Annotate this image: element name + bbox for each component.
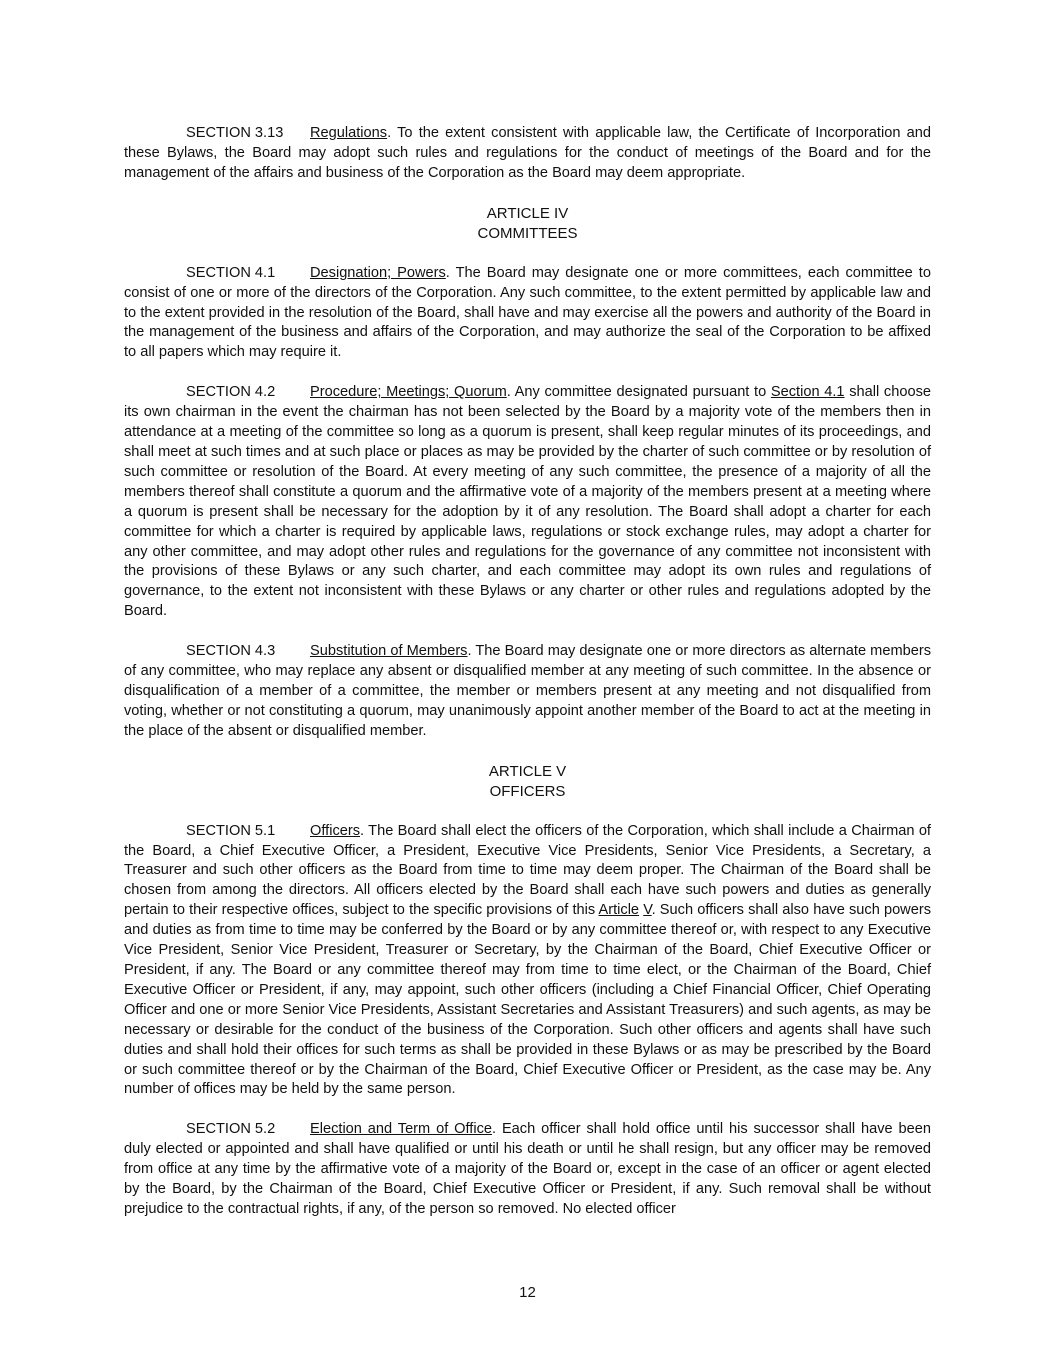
- section-number: SECTION 4.2: [186, 384, 276, 401]
- section-number: SECTION 5.2: [186, 1121, 276, 1138]
- article-label: ARTICLE V: [488, 762, 567, 780]
- section-4-2: [124, 383, 931, 622]
- section-title: Designation; Powers: [310, 264, 446, 281]
- article-title: COMMITTEES: [477, 224, 578, 242]
- section-body: . The Board may designate one or more directors as alternate members of any committee, who may replace any absent or disqualified member at any meeting of such committee. In the absence or disqualification of a member of a committee, the member or members present at any meeting and not disqualified from voting, whether or not constituting a quorum, may unanimously appoint another member of the Board to act at the meeting in the place of the absent or disqualified member.: [124, 643, 931, 739]
- section-title: Regulations: [310, 125, 388, 141]
- section-number: SECTION 5.1: [186, 822, 276, 839]
- article-reference: Article: [598, 902, 640, 919]
- section-body: . Any committee designated pursuant to: [506, 384, 771, 401]
- section-3-13: [124, 124, 931, 184]
- section-4-1: [124, 264, 931, 364]
- section-title: Election and Term of Office: [310, 1121, 492, 1138]
- article-label: ARTICLE IV: [486, 204, 569, 222]
- section-number: SECTION 4.1: [186, 264, 276, 281]
- section-number: SECTION 4.3: [186, 643, 276, 660]
- section-reference: Section 4.1: [770, 384, 845, 401]
- section-5-1: [124, 822, 931, 1101]
- section-body: . Each officer shall hold office until his successor shall have been duly elected or appointed and shall have qualified or until his death or until he shall resign, but any officer may be removed from office at any time by the affirmative vote of a majority of the Board or, except in the case of an officer or agent elected by the Board, by the Chairman of the Board, Chief Executive Officer or President, if any. Such removal shall be without prejudice to the contractual rights, if any, of the person so removed. No elected officer: [124, 1121, 931, 1217]
- section-number: SECTION 3.13: [186, 125, 284, 141]
- section-4-3: [124, 642, 931, 742]
- page-number: 12: [519, 1284, 536, 1301]
- document-page: [124, 124, 931, 1240]
- section-title: Officers: [310, 822, 361, 839]
- section-title: Procedure; Meetings; Quorum: [310, 384, 507, 401]
- section-body: . Such officers shall also have such powers and duties as from time to time may be conferred by the Board or by any committee thereof or, with respect to any Executive Vice President, Senior Vice President, Treasurer or Secretary, by the Chairman of the Board, Chief Executive Officer or President, if any. The Board or any committee thereof may from time to time elect, or the Chairman of the Board, Chief Executive Officer or President, if any, may appoint, such other officers (including a Chief Financial Officer, Chief Operating Officer and one or more Senior Vice Presidents, Assistant Secretaries and Assistant Treasurers) and such agents, as may be necessary or desirable for the conduct of the business of the Corporation. Such other officers and agents shall have such duties and shall hold their offices for such terms as shall be provided in these Bylaws or as may be prescribed by the Board or such committee thereof or by the Chairman of the Board, Chief Executive Officer or President, as the case may be. Any number of offices may be held by the same person.: [124, 902, 931, 1098]
- article-iv-heading: [124, 204, 931, 244]
- section-body: . The Board shall elect the officers of the Corporation, which shall include a Chairman of the Board, a Chief Executive Officer, a President, Executive Vice Presidents, Senior Vice Presidents, a Secretary, a Treasurer and such other officers as the Board from time to time may deem proper. The Chairman of the Board shall be chosen from among the directors. All officers elected by the Board shall each have such powers and duties as generally pertain to their respective offices, subject to the specific provisions of this: [124, 822, 931, 919]
- section-body: . The Board may designate one or more committees, each committee to consist of one or more of the directors of the Corporation. Any such committee, to the extent permitted by applicable law and to the extent provided in the resolution of the Board, shall have and may exercise all the powers and authority of the Board in the management of the business and affairs of the Corporation, and may authorize the seal of the Corporation to be affixed to all papers which may require it.: [124, 264, 931, 361]
- article-reference-number: V: [643, 902, 652, 919]
- section-body: . To the extent consistent with applicable law, the Certificate of Incorporation and these Bylaws, the Board may adopt such rules and regulations for the conduct of meetings of the Board and for the management of the affairs and business of the Corporation as the Board may deem appropriate.: [124, 125, 931, 181]
- section-title: Substitution of Members: [310, 643, 468, 660]
- section-body: shall choose its own chairman in the event the chairman has not been selected by the Board by a majority vote of the members then in attendance at a meeting of the committee so long as a quorum is present, shall keep regular minutes of its proceedings, and shall meet at such times and at such place or places as may be provided by the charter of such committee or by resolution of such committee or resolution of the Board. At every meeting of any such committee, the presence of a majority of all the members thereof shall constitute a quorum and the affirmative vote of a majority of the members present at a meeting where a quorum is present shall be necessary for the adoption by it of any resolution. The Board shall adopt a charter for each committee for which a charter is required by applicable laws, regulations or stock exchange rules, may adopt a charter for any other committee, and may adopt other rules and regulations for the governance of any committee not inconsistent with the provisions of these Bylaws or any such charter, and each committee may adopt its own rules and regulations of governance, to the extent not inconsistent with these Bylaws or any charter or other rules and regulations adopted by the Board.: [124, 384, 931, 620]
- section-5-2: [124, 1120, 931, 1220]
- article-v-heading: [124, 762, 931, 802]
- article-title: OFFICERS: [489, 782, 566, 800]
